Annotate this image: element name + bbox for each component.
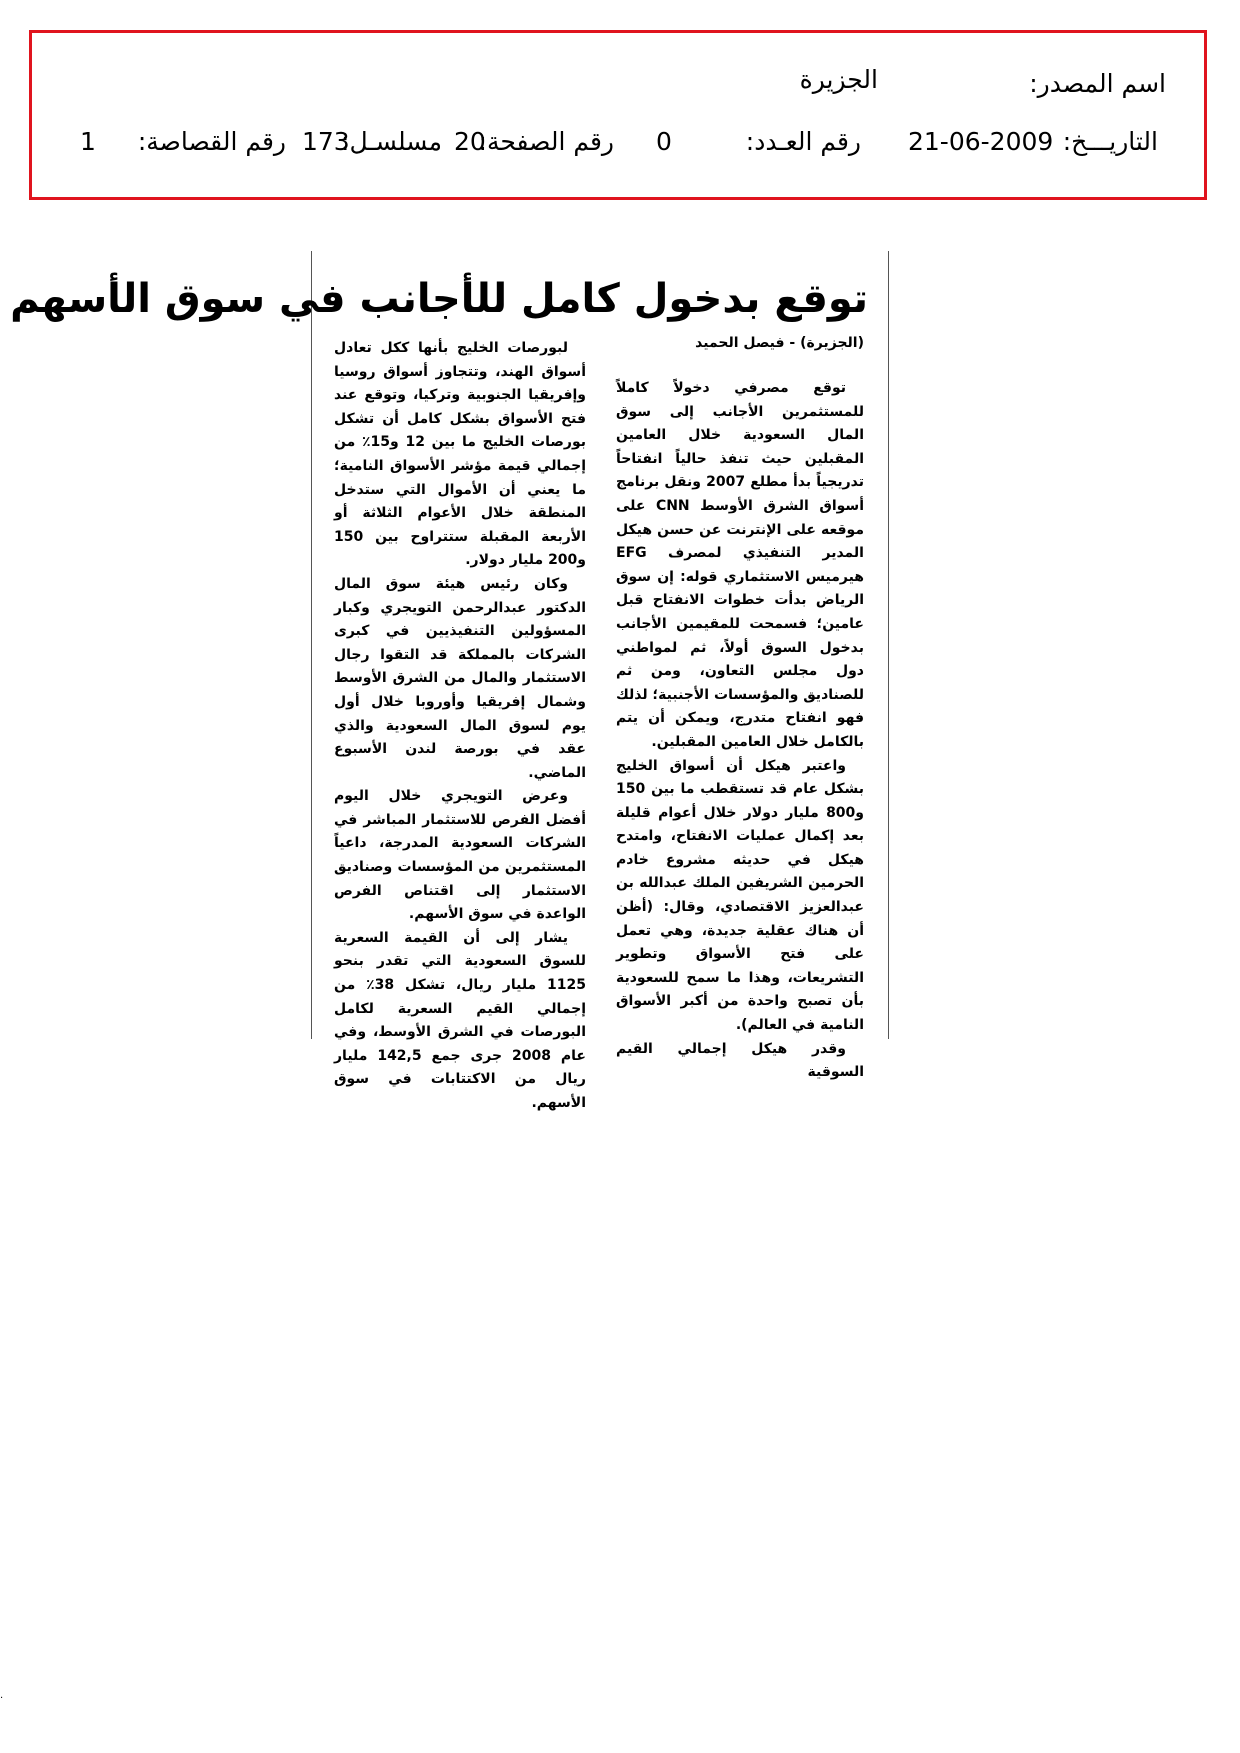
article-byline: (الجزيرة) - فيصل الحميد xyxy=(695,335,864,351)
paragraph: يشار إلى أن القيمة السعرية للسوق السعودية التي تقدر بنحو 1125 مليار ريال، تشكل 38٪ من إجمالي القيم السعرية لكامل البورصات في الشرق الأوسط، وفي عام 2008 جرى جمع 142,5 مليار ريال من الاكتتابات في سوق الأسهم. xyxy=(334,929,586,1111)
paragraph: وقدر هيكل إجمالي القيم السوقية xyxy=(616,1040,864,1081)
page-value: 20 xyxy=(454,127,486,156)
newspaper-clipping xyxy=(10,251,889,1111)
paragraph: وكان رئيس هيئة سوق المال الدكتور عبدالرحمن التويجري وكبار المسؤولين التنفيذيين في كبرى الشركات بالمملكة قد التقوا رجال الاستثمار والمال من الشرق الأوسط وشمال إفريقيا وأوروبا خلال أول يوم لسوق المال السعودية والذي عقد في بورصة لندن الأسبوع الماضي. xyxy=(334,575,586,781)
issue-label: رقم العـدد: xyxy=(745,127,861,156)
serial-value: 173 xyxy=(302,127,350,156)
paragraph: لبورصات الخليج بأنها ككل تعادل أسواق الهند، وتتجاوز أسواق روسيا وإفريقيا الجنوبية وتركيا، وتوقع عند فتح الأسواق بشكل كامل أن تشكل بورصات الخليج ما بين 12 و15٪ من إجمالي قيمة مؤشر الأسواق النامية؛ ما يعني أن الأموال التي ستدخل المنطقة خلال الأعوام الثلاثة أو الأربعة المقبلة ستتراوح بين 150 و200 مليار دولار. xyxy=(334,340,586,569)
issue-value: 0 xyxy=(656,127,672,156)
page-label: رقم الصفحة: xyxy=(478,127,614,156)
clipping-value: 1 xyxy=(80,127,96,156)
paragraph: توقع مصرفي دخولاً كاملاً للمستثمرين الأجانب إلى سوق المال السعودية خلال العامين المقبلين حيث تنفذ حالياً انفتاحاً تدريجياً بدأ مطلع 2007 ونقل برنامج أسواق الشرق الأوسط CNN على موقعه على الإنترنت عن حسن هيكل المدير التنفيذي لمصرف EFG هيرميس الاستثماري قوله: إن سوق الرياض بدأت خطوات الانفتاح قبل عامين؛ فسمحت للمقيمين الأجانب بدخول السوق أولاً، ثم لمواطني دول مجلس التعاون، ومن ثم للصناديق والمؤسسات الأجنبية؛ لذلك فهو انفتاح متدرج، ويمكن أن يتم بالكامل خلال العامين المقبلين. xyxy=(616,380,864,750)
paragraph: وعرض التويجري خلال اليوم أفضل الفرص للاستثمار المباشر في الشركات السعودية المدرجة، داعياً المستثمرين من المؤسسات وصناديق الاستثمار إلى اقتناص الفرص الواعدة في سوق الأسهم. xyxy=(334,788,586,923)
paragraph: واعتبر هيكل أن أسواق الخليج بشكل عام قد تستقطب ما بين 150 و800 مليار دولار خلال أعوام قليلة بعد إكمال عمليات الانفتاح، وامتدح هيكل في حديثه مشروع خادم الحرمين الشريفين الملك عبدالله بن عبدالعزيز الاقتصادي، وقال: (أظن أن هناك عقلية جديدة، وهي تعمل على فتح الأسواق وتطوير التشريعات، وهذا ما سمح للسعودية بأن تصبح واحدة من أكبر الأسواق النامية في العالم). xyxy=(616,757,864,1034)
source-label: اسم المصدر: xyxy=(1029,69,1166,98)
article-column-right xyxy=(616,377,864,1081)
clipping-label: رقم القصاصة: xyxy=(137,127,286,156)
document-metadata-box xyxy=(29,30,1207,200)
date-label: التاريـــخ: xyxy=(1062,127,1158,156)
serial-label: مسلسـل: xyxy=(341,127,442,156)
source-value: الجزيرة xyxy=(799,65,878,94)
article-column-left xyxy=(334,337,586,1111)
article-headline: توقع بدخول كامل للأجانب في سوق الأسهم xyxy=(10,276,868,322)
scan-artifact-mark: . xyxy=(0,1690,4,1701)
date-value: 21-06-2009 xyxy=(908,127,1054,156)
